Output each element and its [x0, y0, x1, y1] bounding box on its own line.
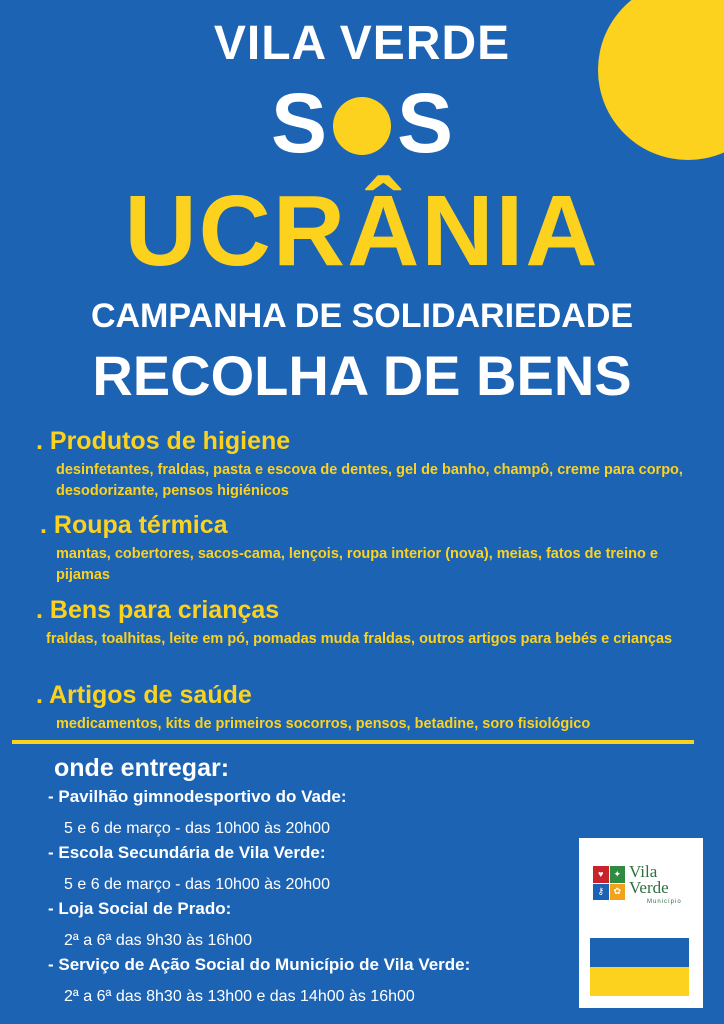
location-name: - Pavilhão gimnodesportivo do Vade:: [48, 787, 347, 806]
campaign-headline: RECOLHA DE BENS: [92, 344, 632, 407]
campaign-subtitle: CAMPANHA DE SOLIDARIEDADE: [90, 297, 634, 335]
sos-letter-s1: S: [270, 76, 327, 170]
municipality-logo-icon: [593, 866, 625, 900]
location-prado: [48, 898, 252, 952]
location-name: - Serviço de Ação Social do Município de Vila Verde:: [48, 955, 471, 974]
location-vade: [48, 786, 347, 840]
category-title: . Roupa térmica: [40, 511, 228, 539]
municipality-logo-text: [629, 864, 669, 896]
key-icon: ⚷: [593, 884, 609, 901]
flag-blue-stripe: [590, 938, 689, 967]
sos-sun-o-icon: [333, 97, 391, 155]
poster-title-town: VILA VERDE: [213, 17, 511, 70]
category-items: desinfetantes, fraldas, pasta e escova de dentes, gel de banho, champô, creme para corpo, desodorizante, pensos higiénicos: [56, 462, 683, 499]
bird-icon: ✦: [610, 866, 626, 883]
flower-icon: ✿: [610, 884, 626, 901]
category-title: . Artigos de saúde: [36, 681, 252, 709]
logo-caption: Município: [647, 899, 682, 905]
category-title: . Produtos de higiene: [36, 427, 291, 455]
category-thermal-clothing: [36, 510, 676, 586]
location-name: - Escola Secundária de Vila Verde:: [48, 843, 326, 862]
heart-icon: ♥: [593, 866, 609, 883]
location-social-service: [48, 954, 470, 1008]
location-time: 5 e 6 de março - das 10h00 às 20h00: [64, 820, 330, 837]
delivery-heading: onde entregar:: [54, 754, 230, 782]
flag-yellow-stripe: [590, 967, 689, 996]
logo-text-line2: Verde: [629, 878, 669, 897]
ukraine-flag: [590, 938, 689, 996]
divider-line: [12, 740, 694, 744]
location-time: 2ª a 6ª das 8h30 às 13h00 e das 14h00 às 16h00: [64, 988, 415, 1005]
category-title: . Bens para crianças: [36, 596, 280, 624]
location-escola: [48, 842, 330, 896]
poster-title-country: UCRÂNIA: [124, 175, 600, 287]
category-items: fraldas, toalhitas, leite em pó, pomadas muda fraldas, outros artigos para bebés e crianças: [46, 631, 673, 647]
poster-title-sos: [0, 78, 724, 168]
category-children: [36, 595, 686, 650]
logo-text-line1: Vila: [629, 862, 658, 881]
category-health: [36, 680, 716, 735]
category-hygiene: [36, 426, 696, 502]
municipality-logo-card: [579, 838, 703, 1008]
sos-letter-s2: S: [397, 76, 454, 170]
category-items: mantas, cobertores, sacos-cama, lençois, roupa interior (nova), meias, fatos de treino e pijamas: [56, 546, 658, 583]
location-time: 2ª a 6ª das 9h30 às 16h00: [64, 932, 252, 949]
location-time: 5 e 6 de março - das 10h00 às 20h00: [64, 876, 330, 893]
location-name: - Loja Social de Prado:: [48, 899, 232, 918]
category-items: medicamentos, kits de primeiros socorros, pensos, betadine, soro fisiológico: [56, 716, 591, 732]
